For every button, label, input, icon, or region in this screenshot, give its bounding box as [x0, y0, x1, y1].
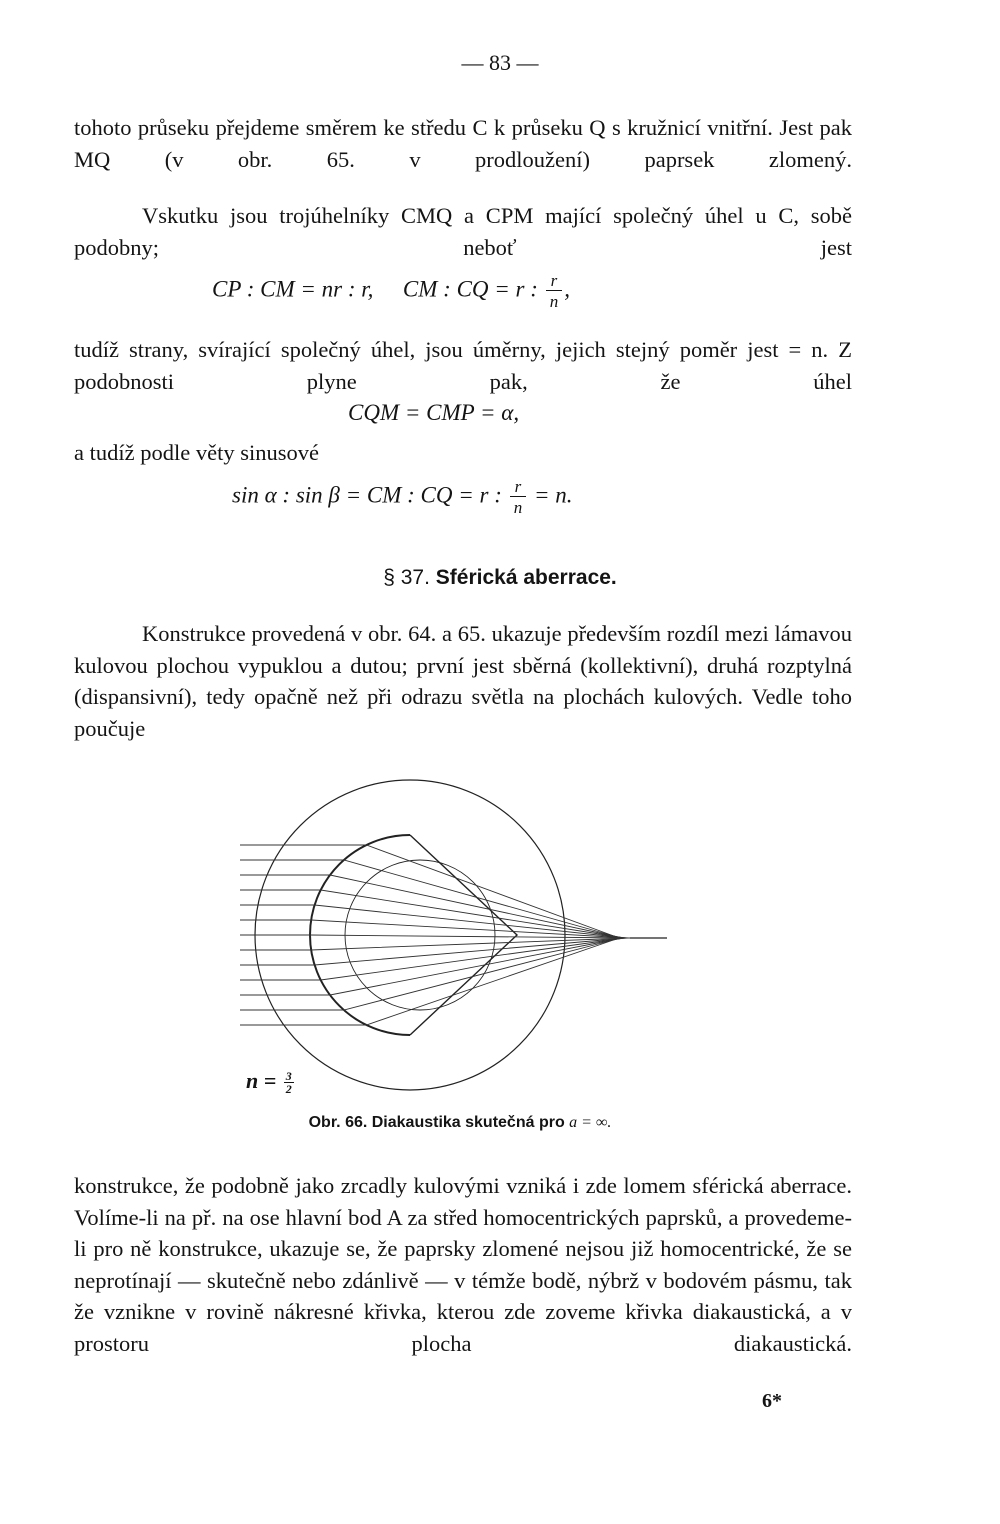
figure-caption: [0, 1114, 920, 1132]
caption-text: Obr. 66. Diakaustika skutečná pro: [308, 1114, 565, 1131]
light-ray: [240, 938, 619, 1025]
signature-mark: 6*: [762, 1390, 782, 1412]
formula-proportions: CP : CM = nr : r, CM : CQ = r : $\frac{r}{n}$ ,: [212, 271, 571, 311]
paragraph-triangles: Vskutku jsou trojúhelníky CMQ a CPM mající společný úhel u C, sobě podobny; neboť jest: [74, 203, 852, 260]
section-title: Sférická aberrace.: [435, 566, 617, 589]
paragraph-construction: Konstrukce provedená v obr. 64. a 65. ukazuje především rozdíl mezi lámavou kulovou plochou vypuklou a dutou; první jest sběrná (kollektivní), druhá rozptylná (dispansivní), tedy opačně než při odrazu světla na plochách kulových. Vedle toho poučuje: [74, 621, 852, 741]
fraction-three-halves: $\frac{3}{2}$: [285, 1069, 292, 1097]
light-ray: [240, 905, 626, 938]
light-ray: [240, 935, 630, 938]
formula-cm-cq: CM : CQ = r :: [402, 276, 538, 302]
section-number: § 37.: [383, 566, 430, 589]
formula-cp-cm: CP : CM = nr : r,: [212, 276, 374, 302]
light-ray: [240, 860, 621, 938]
page-number: — 83 —: [461, 50, 539, 75]
paragraph-sides: tudíž strany, svírající společný úhel, jsou úměrny, jejich stejný poměr jest = n. Z podobnosti plyne pak, že úhel: [74, 337, 852, 394]
paragraph-sine-rule: a tudíž podle věty sinusové: [74, 440, 319, 465]
paragraph-aberration: konstrukce, že podobně jako zrcadly kulovými vzniká i zde lomem sférická aberrace. Volíme-li na př. na ose hlavní bod A za střed homocentrických paprsků, a provedeme-li pro ně konstrukce, ukazuje se, že paprsky zlomené nejsou již homocentrické, že se neprotínají — skutečně nebo zdánlivě — v témže bodě, nýbrž v bodovém pásmu, tak že vznikne v rovině nákresné křivka, kterou zde zoveme křivka diakaustická, a v prostoru plocha diakaustická.: [74, 1173, 852, 1356]
refractive-index-label: n = $\frac{3}{2}$: [246, 1068, 292, 1097]
light-ray: [240, 845, 619, 938]
formula-sine-prefix: sin α : sin β = CM : CQ = r :: [232, 482, 502, 508]
formula-angles: CQM = CMP = α,: [348, 400, 520, 425]
envelope-lines: [410, 835, 517, 1035]
diacaustic-diagram: [200, 745, 680, 1110]
section-heading: [0, 566, 1000, 590]
paragraph-continuation: tohoto průseku přejdeme směrem ke středu C k průseku Q s kružnicí vnitřní. Jest pak MQ (v obr. 65. v prodloužení) paprsek zlomený.: [74, 115, 852, 172]
caption-math: a = ∞.: [569, 1114, 612, 1131]
light-ray: [240, 938, 625, 980]
formula-sine: sin α : sin β = CM : CQ = r : $\frac{r}{n}$ = n.: [232, 477, 573, 517]
fraction-r-over-n-2: $\frac{r}{n}$: [510, 478, 527, 516]
fraction-r-over-n: $\frac{r}{n}$: [546, 272, 563, 310]
ray-bundle: [240, 845, 630, 1025]
